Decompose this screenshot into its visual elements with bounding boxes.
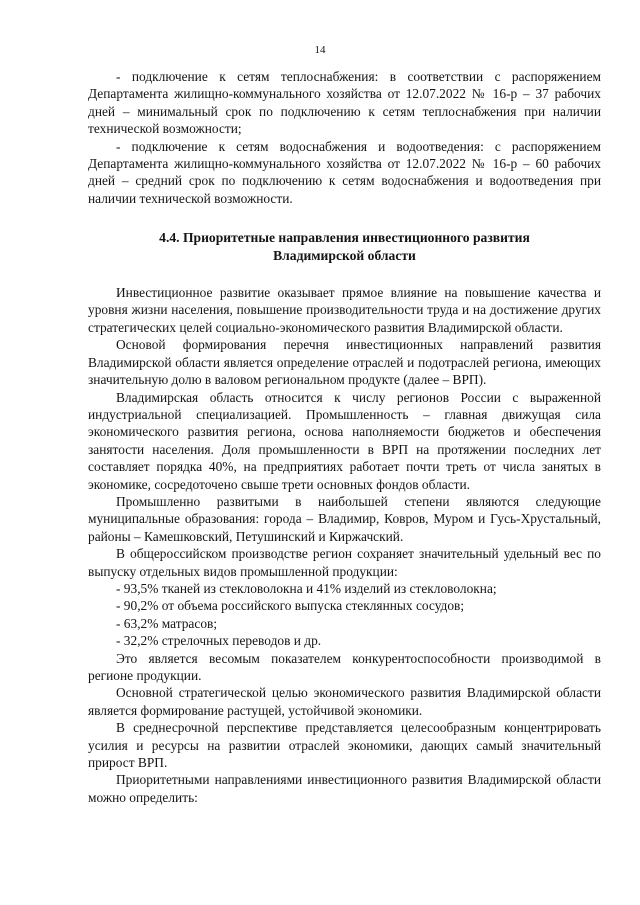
- list-item: - 63,2% матрасов;: [116, 615, 218, 631]
- paragraph-competitiveness: Это является весомым показателем конкурентоспособности производимой в регионе продукции.: [88, 650, 601, 683]
- paragraph-directions-basis: Основой формирования перечня инвестиционных направлений развития Владимирской области является определение отраслей и подотраслей региона, имеющих значительную долю в валовом региональном продукте (далее – ВРП).: [88, 337, 601, 388]
- paragraph-production-share: В общероссийском производстве регион сохраняет значительный удельный вес по выпуску отдельных видов промышленной продукции:: [88, 546, 601, 579]
- paragraph-municipalities: Промышленно развитыми в наибольшей степени являются следующие муниципальные образования: города – Владимир, Ковров, Муром и Гусь-Хрустальный, районы – Камешковский, Петушинский и Киржачский.: [88, 493, 601, 544]
- list-item: - 32,2% стрелочных переводов и др.: [116, 633, 322, 649]
- paragraph-water-connection: - подключение к сетям водоснабжения и водоотведения: с распоряжением Департамента жилищно-коммунального хозяйства от 12.07.2022 № 16-р – 60 рабочих дней – средний срок по подключению к сетям водоснабжения и водоотведения при наличии технической возможности.: [88, 138, 601, 206]
- section-heading-line-2: Владимирской области: [273, 247, 416, 263]
- paragraph-medium-term: В среднесрочной перспективе представляется целесообразным концентрировать усилия и ресурсы на развитии отраслей экономики, дающих самый значительный прирост ВРП.: [88, 720, 601, 771]
- paragraph-strategic-goal: Основной стратегической целью экономического развития Владимирской области является формирование растущей, устойчивой экономики.: [88, 685, 601, 718]
- page-content: [88, 68, 601, 806]
- section-heading-line-1: 4.4. Приоритетные направления инвестиционного развития: [159, 230, 530, 246]
- list-item: - 90,2% от объема российского выпуска стеклянных сосудов;: [116, 598, 465, 614]
- paragraph-priority-directions: Приоритетными направлениями инвестиционного развития Владимирской области можно определить:: [88, 772, 601, 805]
- paragraph-heat-connection: - подключение к сетям теплоснабжения: в соответствии с распоряжением Департамента жилищно-коммунального хозяйства от 12.07.2022 № 16-р – 37 рабочих дней – минимальный срок по подключению к сетям теплоснабжения при наличии технической возможности;: [88, 69, 601, 137]
- paragraph-investment-development: Инвестиционное развитие оказывает прямое влияние на повышение качества и уровня жизни населения, повышение производительности труда и на достижение других стратегических целей социально-экономического развития Владимирской области.: [88, 285, 601, 335]
- section-heading: [88, 229, 601, 264]
- page-number: 14: [314, 44, 326, 56]
- paragraph-industrial-specialization: Владимирская область относится к числу регионов России с выраженной индустриальной специализацией. Промышленность – главная движущая сила экономического развития региона, основа наполняемости бюджетов и обеспечения занятости населения. Доля промышленности в ВРП на протяжении последних лет составляет порядка 40%, на предприятиях работает почти треть от числа занятых в экономике, сосредоточено свыше трети основных фондов области.: [88, 389, 601, 492]
- list-item: - 93,5% тканей из стекловолокна и 41% изделий из стекловолокна;: [116, 580, 497, 596]
